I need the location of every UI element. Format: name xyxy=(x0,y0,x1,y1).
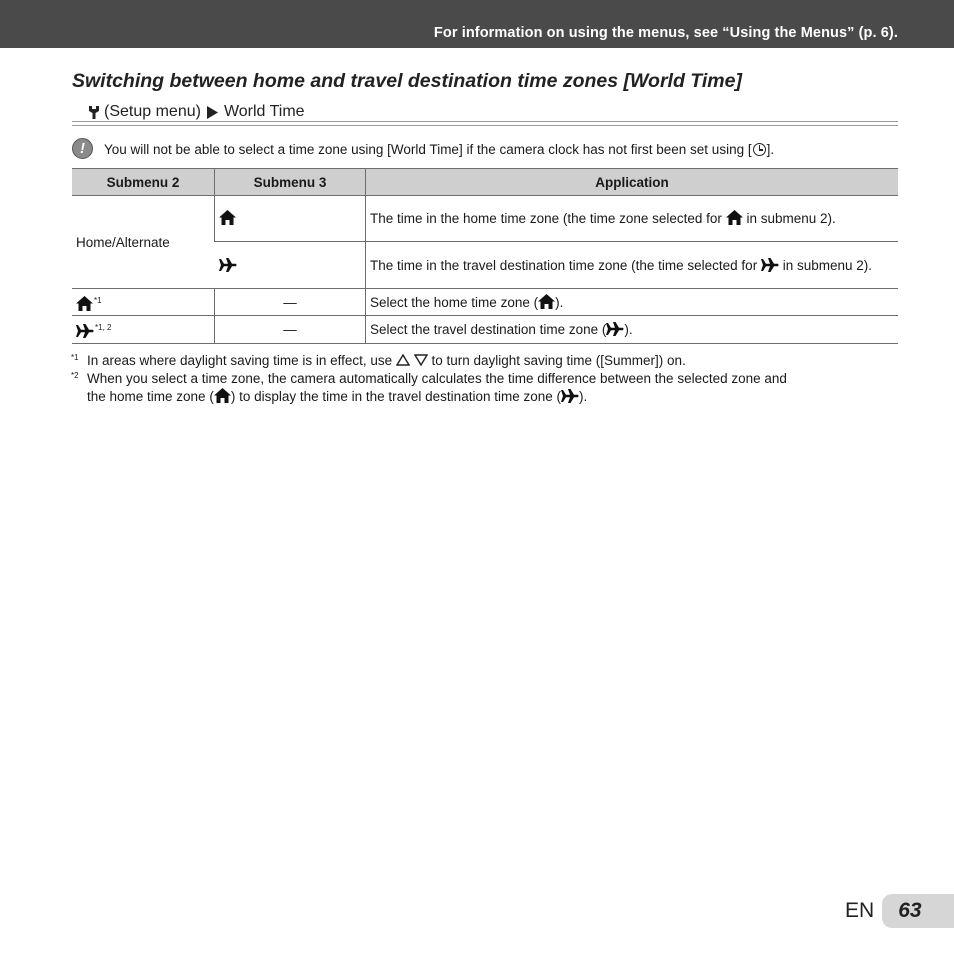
column-header: Application xyxy=(366,169,899,196)
table-row xyxy=(72,316,898,344)
home-icon xyxy=(726,210,743,225)
home-icon xyxy=(538,294,555,309)
table-cell: Select the home time zone ( ). xyxy=(366,289,899,316)
divider xyxy=(72,125,898,126)
column-header: Submenu 3 xyxy=(215,169,366,196)
caution-icon: ! xyxy=(72,138,93,159)
caution-note xyxy=(72,138,898,162)
footnote: *2 When you select a time zone, the camera automatically calculates the time difference between the selected zone and the home time zone ( ) to display the time in the travel destination time zone ( ). xyxy=(72,370,898,406)
table-cell: The time in the travel destination time zone (the time selected for in submenu 2). xyxy=(366,242,899,289)
table-cell: — xyxy=(215,316,366,344)
wrench-icon xyxy=(88,105,100,120)
plane-icon xyxy=(219,258,237,272)
column-header: Submenu 2 xyxy=(72,169,215,196)
table-cell xyxy=(72,316,215,344)
table-cell: The time in the home time zone (the time zone selected for in submenu 2). xyxy=(366,196,899,242)
table-row xyxy=(72,196,898,242)
plane-icon xyxy=(761,258,779,272)
table-cell: — xyxy=(215,289,366,316)
table-cell: Select the travel destination time zone ( ). xyxy=(366,316,899,344)
home-icon xyxy=(214,388,231,403)
footnote-ref: *1 xyxy=(94,295,102,305)
clock-icon xyxy=(753,143,766,156)
table-cell xyxy=(72,289,215,316)
breadcrumb-menu: (Setup menu) xyxy=(104,103,201,120)
page-number-box: 63 xyxy=(882,894,954,928)
triangle-right-icon xyxy=(207,106,218,119)
breadcrumb-item: World Time xyxy=(223,103,305,120)
home-icon xyxy=(219,210,236,225)
plane-icon xyxy=(76,324,94,338)
plane-icon xyxy=(606,322,624,336)
footnote-ref: *1, 2 xyxy=(95,323,112,332)
breadcrumb xyxy=(88,103,305,121)
footnotes xyxy=(72,352,898,406)
footnote-mark: *2 xyxy=(71,371,79,380)
plane-icon xyxy=(561,389,579,403)
table-cell xyxy=(215,242,366,289)
footnote-mark: *1 xyxy=(71,353,79,362)
triangle-up-icon xyxy=(396,354,410,366)
page-number xyxy=(845,894,954,928)
caution-text: You will not be able to select a time zone using [World Time] if the camera clock has not first been set using [ ]. xyxy=(104,142,775,157)
footnote: *1 In areas where daylight saving time is in effect, use to turn daylight saving time ([Summer]) on. xyxy=(72,352,898,370)
top-bar xyxy=(0,0,954,48)
world-time-table xyxy=(72,168,898,344)
table-row xyxy=(72,289,898,316)
table-header-row xyxy=(72,169,898,196)
triangle-down-icon xyxy=(414,354,428,366)
table-cell: Home/Alternate xyxy=(72,196,215,289)
table-cell xyxy=(215,196,366,242)
menu-reference-note: For information on using the menus, see “Using the Menus” (p. 6). xyxy=(433,25,898,41)
language-label: EN xyxy=(845,899,875,922)
home-icon xyxy=(76,296,93,311)
divider xyxy=(72,121,898,122)
page-title: Switching between home and travel destination time zones [World Time] xyxy=(72,70,742,92)
